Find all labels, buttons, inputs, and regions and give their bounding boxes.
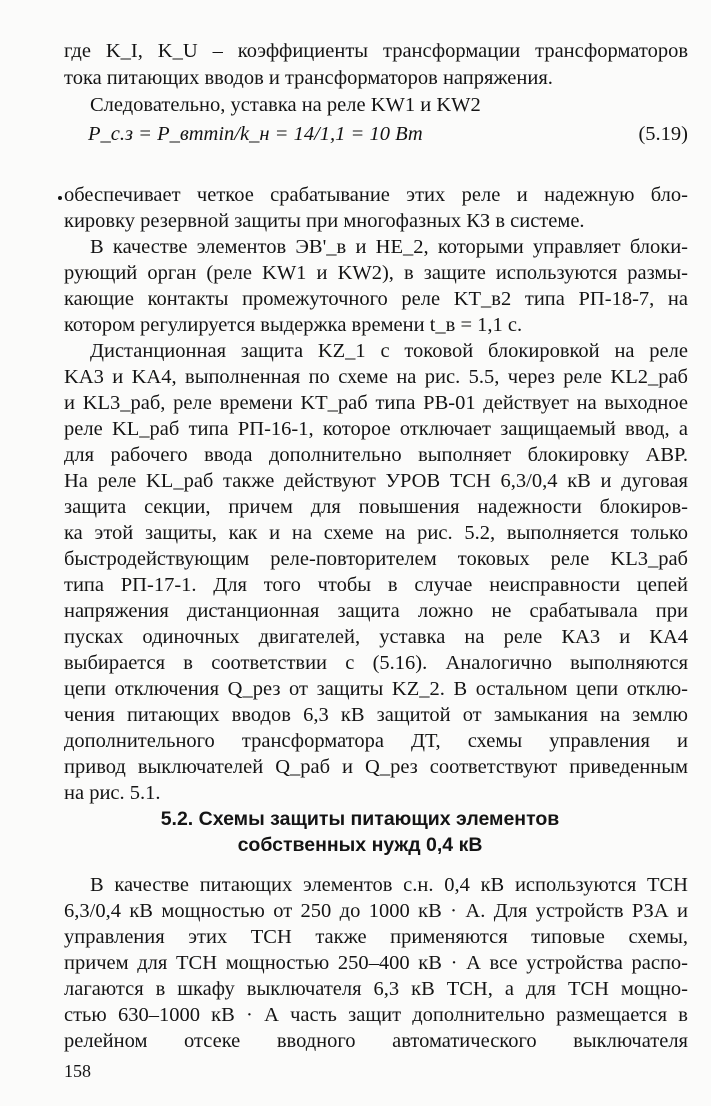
text-line: реле KL_раб типа РП-16-1, которое отключает защищаемый ввод, а <box>64 418 688 440</box>
page-number: 158 <box>64 1061 91 1081</box>
text-line: 6,3/0,4 кВ мощностью от 250 до 1000 кВ · А. Для устройств РЗА и <box>64 900 688 922</box>
text-line: стью 630–1000 кВ · А часть защит дополнительно размещается в <box>64 1004 688 1026</box>
text-line: привод выключателей Q_раб и Q_рез соответствуют приведенным <box>64 756 688 778</box>
section-heading-continued: собственных нужд 0,4 кВ <box>237 834 483 856</box>
text-line: типа РП-17-1. Для того чтобы в случае неисправности цепей <box>64 574 688 596</box>
text-line: и KL3_раб, реле времени KT_раб типа РВ-01 действует на выходное <box>64 392 688 414</box>
text-line: KA3 и KA4, выполненная по схеме на рис. 5.5, через реле KL2_раб <box>64 366 688 388</box>
text-line: Дистанционная защита KZ_1 с токовой блокировкой на реле <box>90 340 688 362</box>
text-line: В качестве элементов ЭВ'_в и HE_2, которыми управляет блоки- <box>90 236 688 258</box>
text-line: для рабочего ввода дополнительно выполняет блокировку АВР. <box>64 444 688 466</box>
text-line: причем для ТСН мощностью 250–400 кВ · А все устройства распо- <box>64 952 688 974</box>
equation-body: P_с.з = P_втmin/k_н = 14/1,1 = 10 Вт <box>88 123 423 145</box>
text-line: дополнительного трансформатора ДТ, схемы управления и <box>64 730 688 752</box>
text-line: ка этой защиты, как и на схеме на рис. 5.2, выполняется только <box>64 522 688 544</box>
text-line: управления этих ТСН также применяются типовые схемы, <box>64 926 688 948</box>
text-line: На реле KL_раб также действуют УРОВ ТСН 6,3/0,4 кВ и дуговая <box>64 470 688 492</box>
text-line: рующий орган (реле KW1 и KW2), в защите используются размы- <box>64 262 688 284</box>
text-line: на рис. 5.1. <box>64 782 161 804</box>
text-line: В качестве питающих элементов с.н. 0,4 кВ используются ТСН <box>90 874 688 896</box>
text-line: обеспечивает четкое срабатывание этих реле и надежную бло- <box>64 184 688 206</box>
text-line: Следовательно, уставка на реле KW1 и KW2 <box>90 94 481 116</box>
text-line: кировку резервной защиты при многофазных КЗ в системе. <box>64 210 585 232</box>
text-line: лагаются в шкафу выключателя 6,3 кВ ТСН, а для ТСН мощно- <box>64 978 688 1000</box>
text-line: выбирается в соответствии с (5.16). Аналогично выполняются <box>64 652 688 674</box>
text-line: кающие контакты промежуточного реле KT_в2 типа РП-18-7, на <box>64 288 688 310</box>
section-heading: 5.2. Схемы защиты питающих элементов <box>160 808 560 830</box>
text-line: где K_I, K_U – коэффициенты трансформации трансформаторов <box>64 40 688 62</box>
equation <box>88 121 688 148</box>
text-line: котором регулируется выдержка времени t_в = 1,1 с. <box>64 314 523 336</box>
text-line: напряжения дистанционная защита ложно не срабатывала при <box>64 600 688 622</box>
text-line: тока питающих вводов и трансформаторов напряжения. <box>64 67 553 89</box>
text-line: цепи отключения Q_рез от защиты KZ_2. В остальном цепи отклю- <box>64 678 688 700</box>
text-line: пусках одиночных двигателей, уставка на реле КА3 и КА4 <box>64 626 688 648</box>
equation-number: (5.19) <box>638 123 688 145</box>
text-line: быстродействующим реле-повторителем токовых реле KL3_раб <box>64 548 688 570</box>
text-line: защита секции, причем для повышения надежности блокиров- <box>64 496 688 518</box>
text-line: чения питающих вводов 6,3 кВ защитой от замыкания на землю <box>64 704 688 726</box>
text-line: релейном отсеке вводного автоматического выключателя <box>64 1030 688 1052</box>
scan-dot-mark <box>58 196 62 200</box>
